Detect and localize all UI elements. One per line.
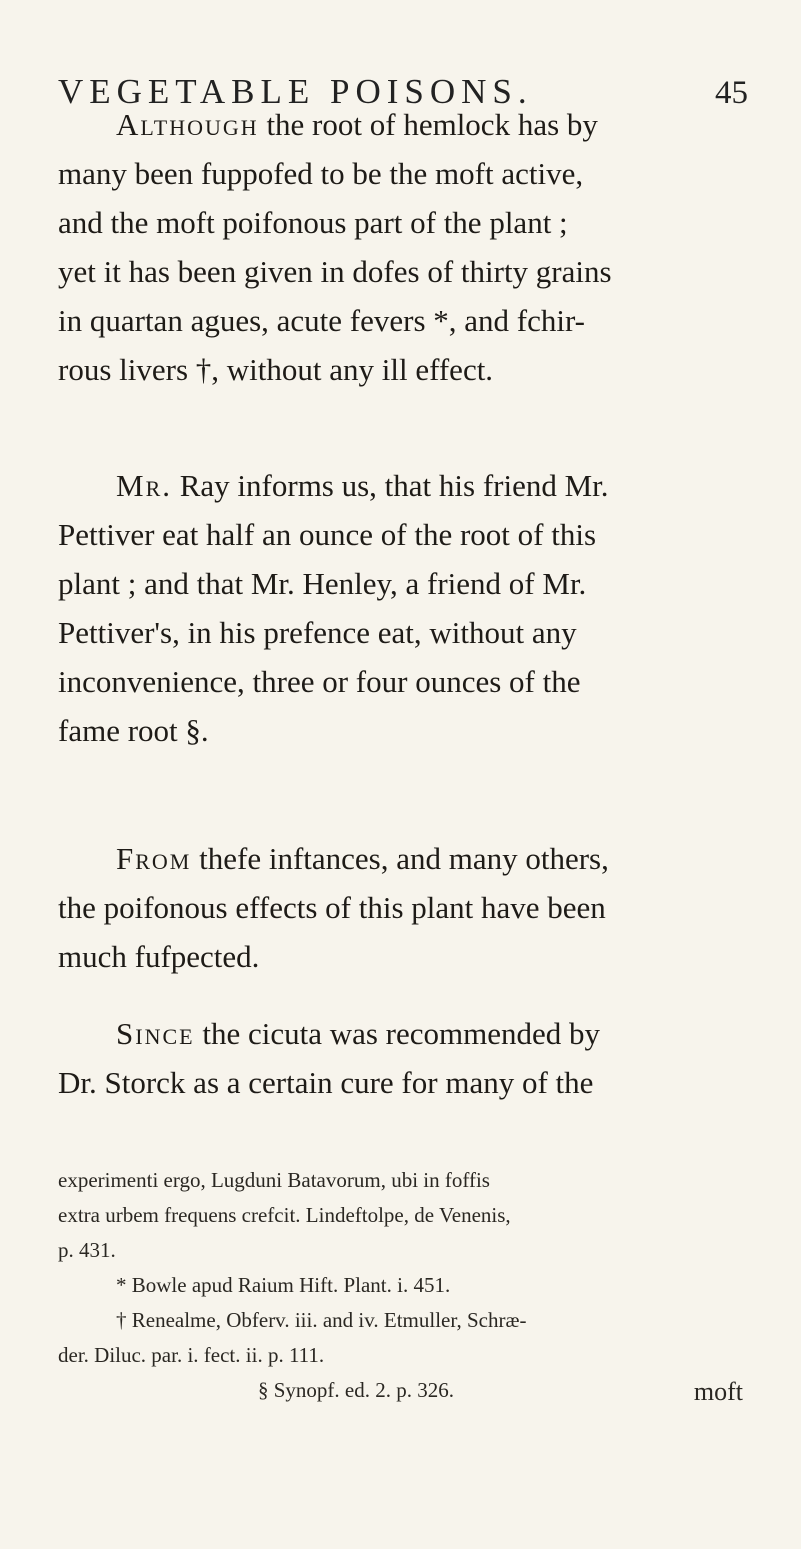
text-line: rous livers †, without any ill effect.	[58, 352, 494, 387]
text-line: many been fuppofed to be the moft active,	[58, 156, 584, 191]
text-line: the cicuta was recommended by	[202, 1016, 600, 1051]
paragraph-4	[58, 1009, 748, 1107]
text-line: yet it has been given in dofes of thirty grains	[58, 254, 612, 289]
text-line: Dr. Storck as a certain cure for many of the	[58, 1065, 594, 1100]
footnote-star: * Bowle apud Raium Hift. Plant. i. 451.	[116, 1273, 451, 1297]
text-line: plant ; and that Mr. Henley, a friend of Mr.	[58, 566, 587, 601]
catchword: moft	[693, 1377, 743, 1406]
paragraph-2	[58, 461, 748, 755]
paragraph-3	[58, 834, 748, 981]
text-line: in quartan agues, acute fevers *, and fchir-	[58, 303, 585, 338]
text-line: Pettiver's, in his prefence eat, without any	[58, 615, 577, 650]
footnote-dagger-continued: der. Diluc. par. i. fect. ii. p. 111.	[58, 1343, 325, 1367]
paragraph-lead: From	[116, 841, 192, 876]
paragraph-lead: Since	[116, 1016, 195, 1051]
page-number: 45	[715, 75, 748, 111]
paragraph-1	[58, 100, 748, 394]
text-line: thefe inftances, and many others,	[199, 841, 609, 876]
paragraph-lead: Although	[116, 107, 259, 142]
paragraph-lead: Mr.	[116, 468, 172, 503]
text-line: Ray informs us, that his friend Mr.	[179, 468, 609, 503]
footnotes	[58, 1163, 748, 1408]
text-line: inconvenience, three or four ounces of the	[58, 664, 581, 699]
text-line: much fufpected.	[58, 939, 260, 974]
text-line: fame root §.	[58, 713, 209, 748]
footnote-continuation-line: experimenti ergo, Lugduni Batavorum, ubi in foffis	[58, 1168, 490, 1192]
text-line: Pettiver eat half an ounce of the root of this	[58, 517, 597, 552]
footnote-section: § Synopf. ed. 2. p. 326.	[258, 1378, 454, 1402]
text-line: and the moft poifonous part of the plant ;	[58, 205, 568, 240]
footnote-dagger: † Renealme, Obferv. iii. and iv. Etmuller, Schræ-	[116, 1308, 527, 1332]
text-line: the poifonous effects of this plant have been	[58, 890, 606, 925]
footnote-continuation-line: p. 431.	[58, 1238, 116, 1262]
footnote-continuation-line: extra urbem frequens crefcit. Lindeftolpe, de Venenis,	[58, 1203, 511, 1227]
running-head: VEGETABLE POISONS.	[58, 72, 533, 111]
text-line: the root of hemlock has by	[266, 107, 598, 142]
